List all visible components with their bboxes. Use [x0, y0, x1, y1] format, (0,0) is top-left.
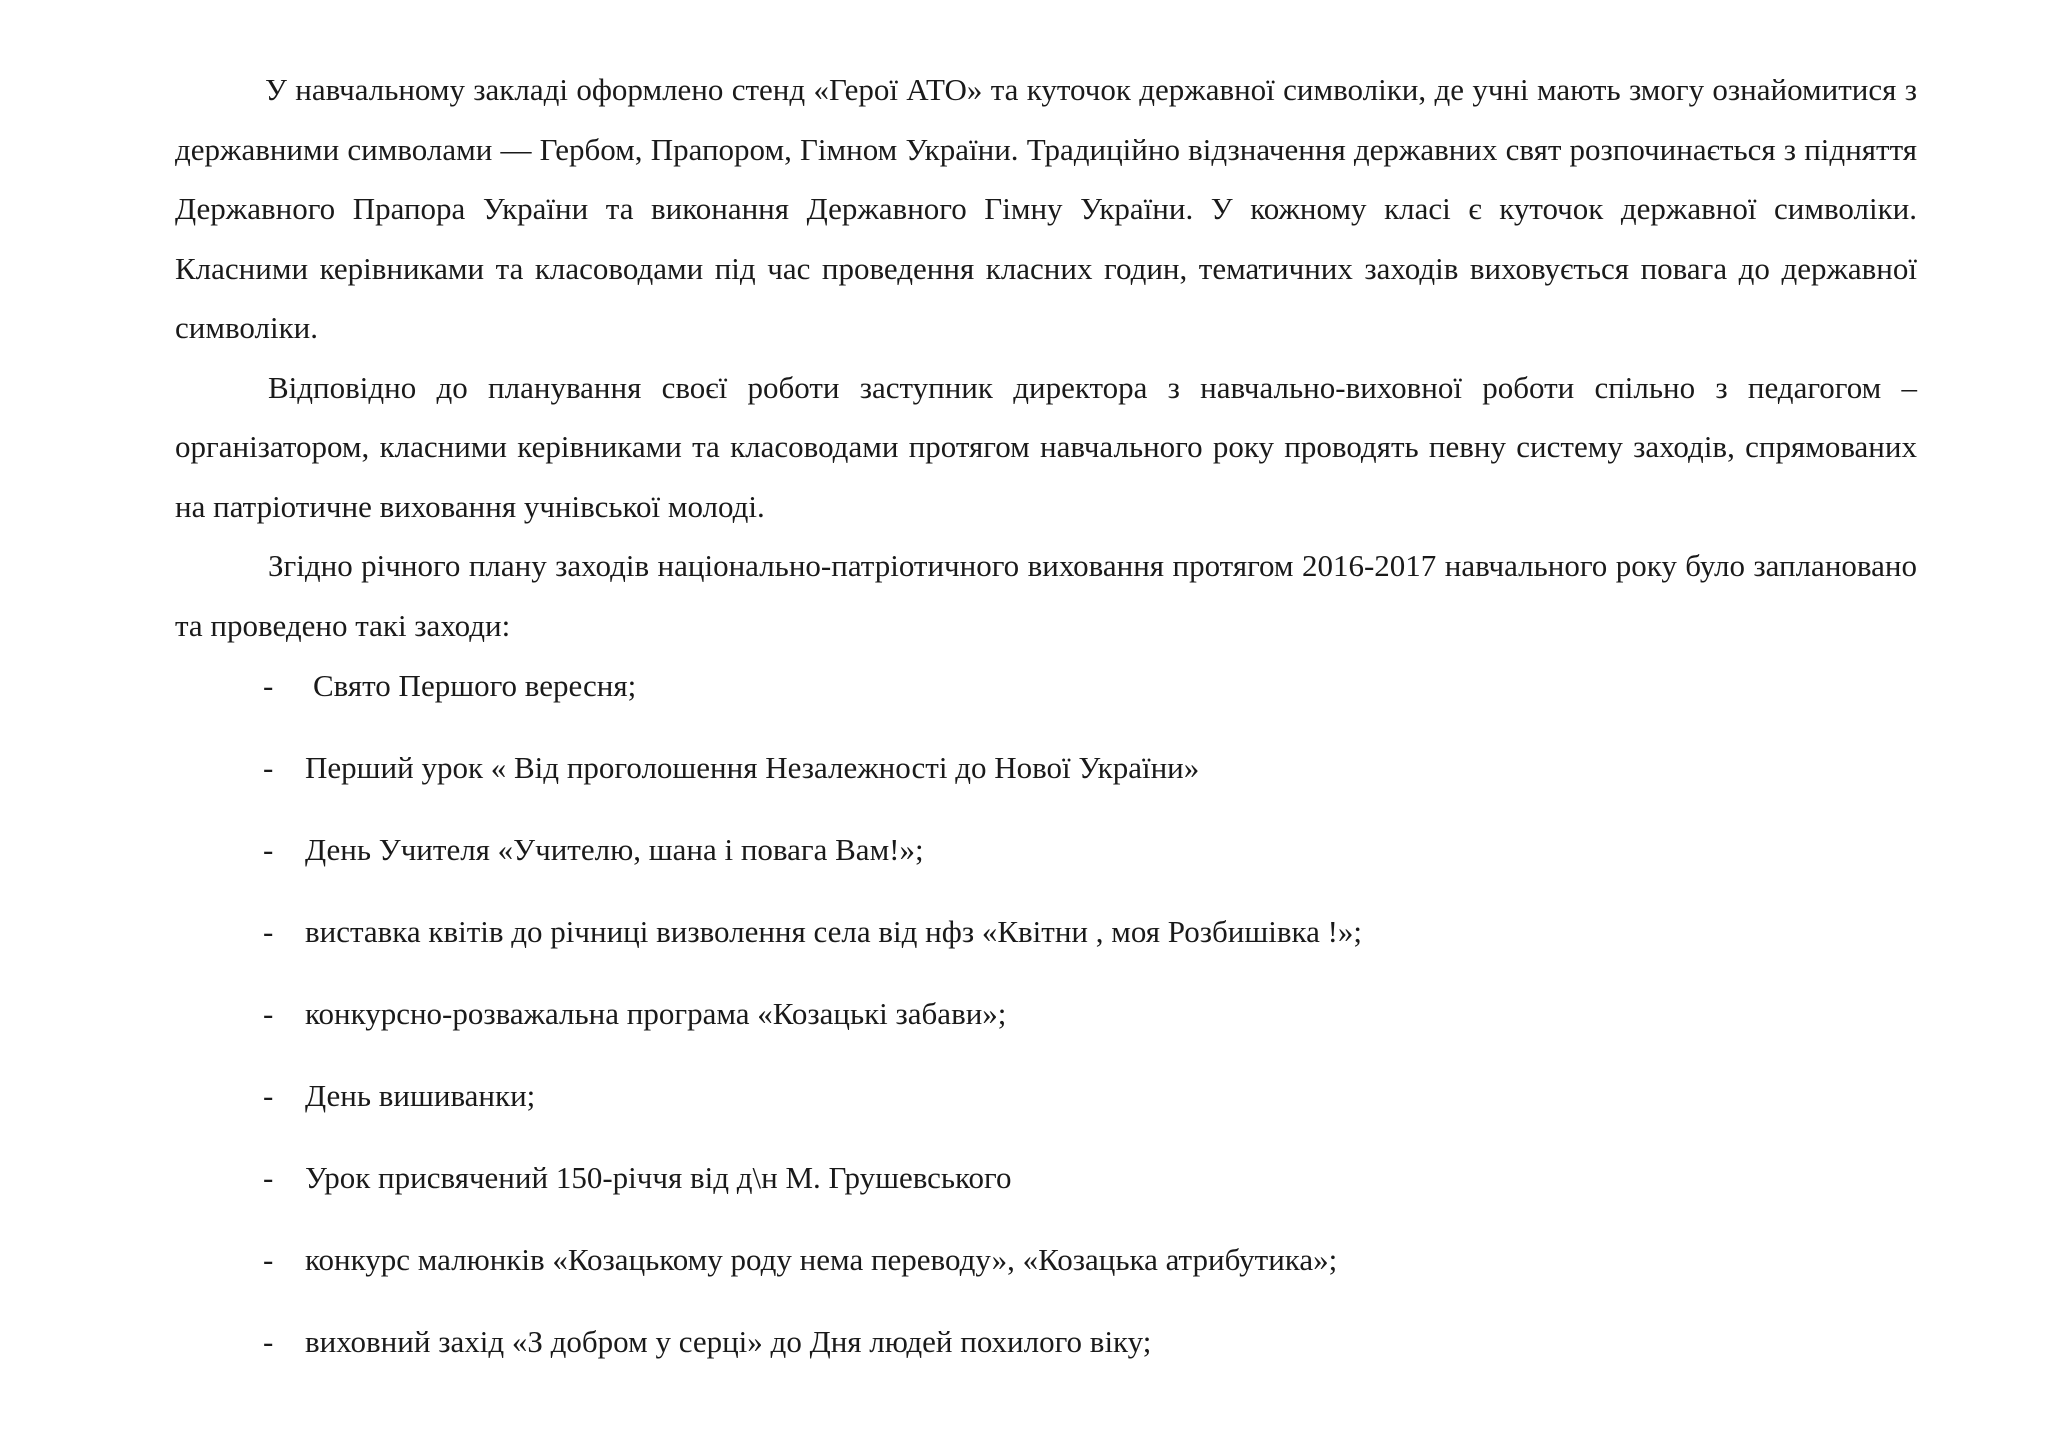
list-item-text: Свято Першого вересня; [313, 668, 637, 703]
list-item [175, 829, 1917, 871]
list-bullet: - [263, 832, 274, 867]
list-bullet: - [263, 1324, 274, 1359]
list-bullet: - [263, 914, 274, 949]
paragraph-state-symbols: У навчальному закладі оформлено стенд «Герої АТО» та куточок державної символіки, де учні мають змогу ознайомитися з державними символами — Гербом, Прапором, Гімном України. Традиційно відзначення державних свят розпочинається з підняття Державного Прапора України та виконання Державного Гімну України. У кожному класі є куточок державної символіки. Класними керівниками та класоводами під час проведення класних годин, тематичних заходів виховується повага до державної символіки. [175, 72, 1917, 345]
list-item-text: День вишиванки; [305, 1078, 536, 1113]
list-item-text: День Учителя «Учителю, шана і повага Вам!»; [305, 832, 924, 867]
paragraph-annual-plan: Згідно річного плану заходів національно-патріотичного виховання протягом 2016-2017 навчального року було заплановано та проведено такі заходи: [175, 548, 1917, 643]
list-item-text: конкурс малюнків «Козацькому роду нема переводу», «Козацька атрибутика»; [305, 1242, 1338, 1277]
document-page [175, 60, 1917, 1403]
list-item [175, 747, 1917, 789]
list-item [175, 1075, 1917, 1117]
list-item-text: Урок присвячений 150-річчя від д\н М. Грушевського [305, 1160, 1012, 1195]
list-item-text: виховний захід «З добром у серці» до Дня людей похилого віку; [305, 1324, 1152, 1359]
list-item-text: Перший урок « Від проголошення Незалежності до Нової України» [305, 750, 1200, 785]
list-item-text: виставка квітів до річниці визволення села від нфз «Квітни , моя Розбишівка !»; [305, 914, 1363, 949]
list-item [175, 1157, 1917, 1199]
list-item [175, 911, 1917, 953]
list-bullet: - [263, 1078, 274, 1113]
list-bullet: - [263, 1242, 274, 1277]
paragraph-planning: Відповідно до планування своєї роботи заступник директора з навчально-виховної роботи спільно з педагогом – організатором, класними керівниками та класоводами протягом навчального року проводять певну систему заходів, спрямованих на патріотичне виховання учнівської молоді. [175, 369, 1917, 524]
list-bullet: - [263, 750, 274, 785]
list-bullet: - [263, 668, 274, 703]
list-item [175, 1239, 1917, 1281]
list-bullet: - [263, 996, 274, 1031]
list-item-text: конкурсно-розважальна програма «Козацькі забави»; [305, 996, 1007, 1031]
list-item [175, 993, 1917, 1035]
list-item [175, 1321, 1917, 1363]
list-bullet: - [263, 1160, 274, 1195]
list-item [175, 665, 1917, 707]
events-list [175, 665, 1917, 1363]
